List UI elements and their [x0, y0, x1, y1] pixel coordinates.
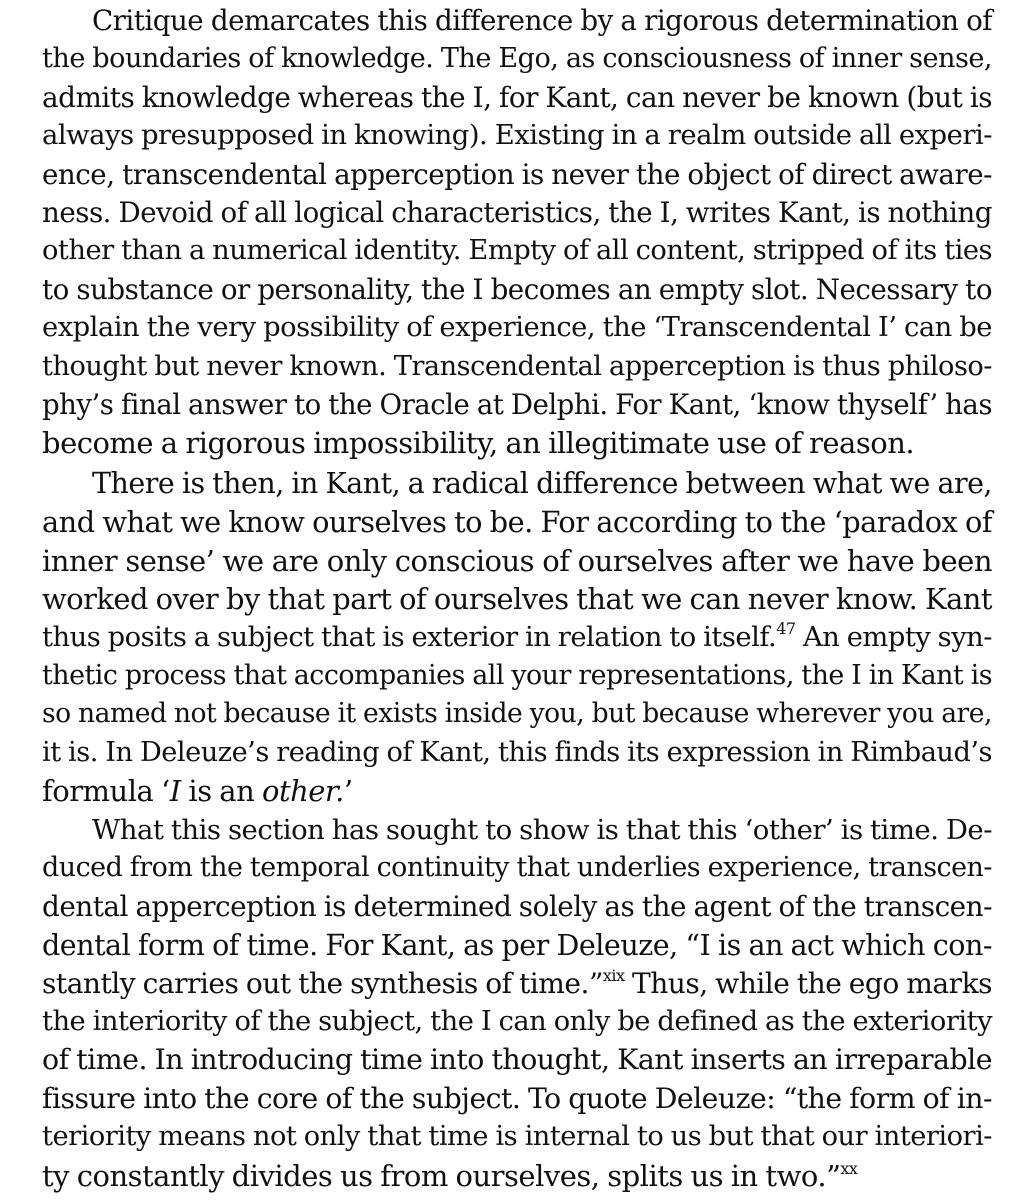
text-line: fissure into the core of the subject. To quote Deleuze: “the form of in- — [42, 1081, 992, 1115]
text-line: and what we know ourselves to be. For according to the ‘paradox of — [42, 505, 992, 540]
text-line: always presupposed in knowing). Existing in a realm outside all experi- — [42, 120, 992, 152]
text-line: thought but never known. Transcendental apperception is thus philoso- — [42, 350, 992, 382]
paragraph-3 — [42, 811, 992, 1195]
footnote-ref: xix — [602, 965, 625, 985]
paragraph-1 — [42, 2, 992, 463]
text-line: so named not because it exists inside you, but because wherever you are, — [42, 698, 992, 730]
text-line: the boundaries of knowledge. The Ego, as consciousness of inner sense, — [42, 43, 992, 75]
text-line: ence, transcendental apperception is never the object of direct aware- — [42, 157, 992, 191]
text-line: Critique demarcates this difference by a rigorous determination of — [92, 4, 992, 37]
text-line: explain the very possibility of experience, the ‘Transcendental I’ can be — [42, 312, 992, 344]
text-line: thetic process that accompanies all your representations, the I in Kant is — [42, 659, 992, 691]
text-line: stantly carries out the synthesis of time.”$^{xix}$ Thus, while the ego marks — [42, 965, 992, 1000]
text-line: to substance or personality, the I becomes an empty slot. Necessary to — [42, 272, 992, 306]
text-line: other than a numerical identity. Empty of all content, stripped of its ties — [42, 235, 992, 267]
text-line: There is then, in Kant, a radical difference between what we are, — [92, 467, 992, 500]
text-line: become a rigorous impossibility, an illegitimate use of reason. — [42, 426, 915, 461]
text-line: What this section has sought to show is that this ‘other’ is time. De- — [92, 814, 992, 846]
text-line: phy’s final answer to the Oracle at Delphi. For Kant, ‘know thyself’ has — [42, 387, 992, 421]
text-line: thus posits a subject that is exterior in relation to itself.$^{47}$ An empty syn- — [42, 618, 992, 653]
text-line: it is. In Deleuze’s reading of Kant, this finds its expression in Rimbaud’s — [42, 736, 992, 768]
text-line: formula ‘I is an other.’ — [42, 774, 353, 809]
text-line: dental apperception is determined solely as the agent of the transcen- — [42, 889, 992, 923]
text-line: the interiority of the subject, the I can only be defined as the exteriority — [42, 1005, 992, 1037]
text-line: ty constantly divides us from ourselves, splits us in two.”$^{xx}$ — [42, 1158, 858, 1193]
text-line: teriority means not only that time is internal to us but that our interiori- — [42, 1121, 992, 1153]
text-line: duced from the temporal continuity that underlies experience, transcen- — [42, 852, 992, 884]
text-line: of time. In introducing time into thought, Kant inserts an irreparable — [42, 1043, 992, 1077]
text-line: worked over by that part of ourselves that we can never know. Kant — [42, 582, 992, 617]
text-line: dental form of time. For Kant, as per Deleuze, “I is an act which con- — [42, 928, 992, 963]
paragraph-2 — [42, 465, 992, 811]
text-line: admits knowledge whereas the I, for Kant, can never be known (but is — [42, 80, 992, 114]
text-line: ness. Devoid of all logical characteristics, the I, writes Kant, is nothing — [42, 195, 992, 229]
footnote-ref: xx — [840, 1158, 858, 1178]
text-line: inner sense’ we are only conscious of ourselves after we have been — [42, 543, 992, 578]
italic-text: I — [169, 774, 181, 809]
footnote-ref: 47 — [776, 618, 796, 638]
italic-text: other. — [261, 774, 344, 809]
